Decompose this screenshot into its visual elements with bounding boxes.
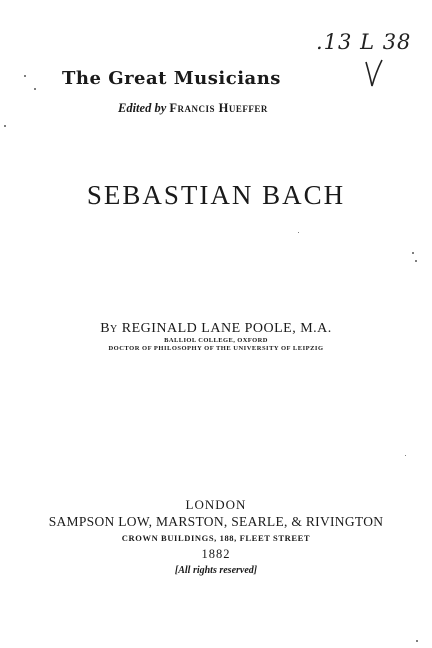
imprint-rights: [All rights reserved]	[174, 565, 258, 576]
imprint-year: 1882	[201, 547, 231, 561]
editor-name: Francis Hueffer	[169, 101, 268, 115]
author-by: By	[100, 321, 118, 336]
imprint-publisher: SAMPSON LOW, MARSTON, SEARLE, & RIVINGTON	[48, 514, 384, 529]
scan-speck	[412, 252, 414, 254]
editor-line	[118, 101, 268, 116]
scan-speck	[298, 232, 299, 233]
scan-speck	[415, 260, 417, 262]
imprint-place: LONDON	[185, 497, 247, 512]
editor-prefix: Edited by	[118, 101, 167, 115]
handwritten-shelf-mark: .13 L 38	[316, 30, 412, 54]
scan-speck	[416, 640, 418, 642]
handwritten-tick-mark	[364, 58, 384, 88]
scan-speck	[24, 75, 26, 77]
author-name: REGINALD LANE POOLE, M.A.	[121, 321, 332, 336]
scan-speck	[34, 88, 36, 90]
book-title: SEBASTIAN BACH	[86, 180, 346, 210]
series-title: The Great Musicians	[62, 68, 281, 89]
scan-speck	[4, 125, 6, 127]
imprint-address: CROWN BUILDINGS, 188, FLEET STREET	[121, 533, 311, 543]
author-college: BALLIOL COLLEGE, OXFORD	[164, 337, 268, 344]
author-degree: DOCTOR OF PHILOSOPHY OF THE UNIVERSITY OF LEIPZIG	[108, 345, 324, 352]
scan-speck	[405, 455, 406, 456]
author-line	[0, 321, 432, 337]
